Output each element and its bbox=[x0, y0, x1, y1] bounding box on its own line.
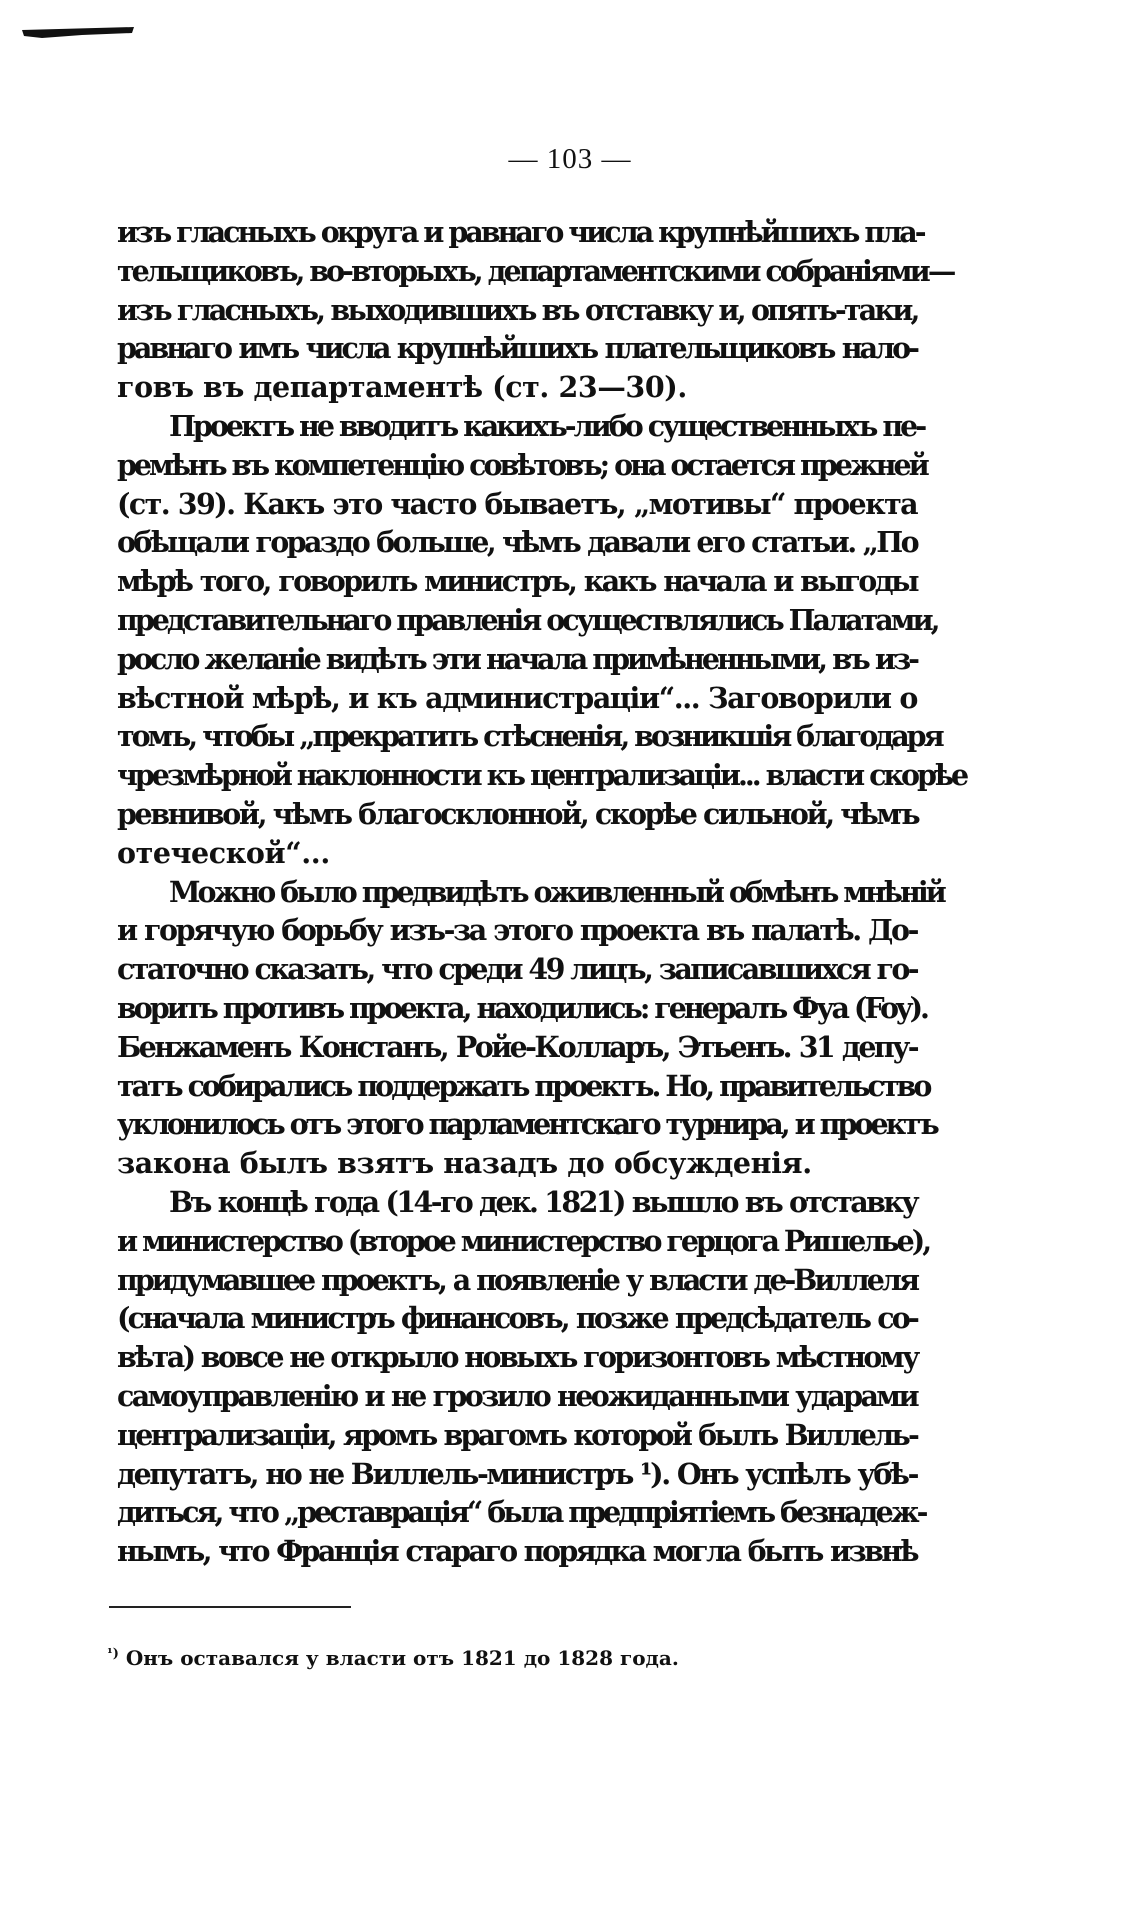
text-line: уклонилось отъ этого парламентскаго турнира, и проектъ bbox=[117, 1107, 937, 1142]
paragraph-start-line: Проектъ не вводитъ какихъ-либо существенныхъ пе- bbox=[169, 408, 925, 443]
scan-artifact-mark bbox=[22, 26, 134, 40]
text-line: статочно сказать, что среди 49 лицъ, записавшихся го- bbox=[117, 952, 917, 987]
text-line: нымъ, что Франція стараго порядка могла быть извнѣ bbox=[117, 1534, 917, 1569]
text-line: (сначала министръ финансовъ, позже предсѣдатель со- bbox=[117, 1301, 917, 1336]
text-line: Бенжаменъ Констанъ, Ройе-Колларъ, Этьенъ. 31 депу- bbox=[117, 1029, 917, 1064]
text-line: закона былъ взятъ назадъ до обсужденія. bbox=[117, 1146, 812, 1181]
text-line: изъ гласныхъ округа и равнаго числа крупнѣйшихъ пла- bbox=[117, 215, 924, 249]
text-line: равнаго имъ числа крупнѣйшихъ плательщиковъ нало- bbox=[117, 331, 917, 366]
paragraph-start-line: Въ концѣ года (14-го дек. 1821) вышло въ отставку bbox=[169, 1184, 917, 1219]
text-line: тельщиковъ, во-вторыхъ, департаментскими собраніями— bbox=[117, 253, 954, 288]
text-line: росло желаніе видѣть эти начала примѣненными, въ из- bbox=[117, 641, 917, 676]
text-line: томъ, чтобы „прекратить стѣсненія, возникшія благодаря bbox=[117, 719, 942, 754]
text-line: и министерство (второе министерство герцога Ришелье), bbox=[117, 1223, 930, 1258]
text-line: централизаціи, яромъ врагомъ которой былъ Виллель- bbox=[117, 1417, 917, 1452]
text-line: придумавшее проектъ, а появленіе у власти де-Виллеля bbox=[117, 1262, 917, 1297]
footnote bbox=[107, 1646, 679, 1670]
body-text bbox=[117, 213, 967, 1571]
text-line: говъ въ департаментѣ (ст. 23—30). bbox=[117, 370, 687, 405]
text-line: обѣщали гораздо больше, чѣмъ давали его статьи. „По bbox=[117, 525, 917, 560]
footnote-divider bbox=[109, 1606, 351, 1608]
text-line: самоуправленію и не грозило неожиданными ударами bbox=[117, 1378, 917, 1413]
text-line: (ст. 39). Какъ это часто бываетъ, „мотивы“ проекта bbox=[117, 486, 917, 521]
text-line: ремѣнъ въ компетенцію совѣтовъ; она остается прежней bbox=[117, 447, 927, 482]
text-line: представительнаго правленія осуществлялись Палатами, bbox=[117, 602, 938, 637]
text-line: чрезмѣрной наклонности къ централизаціи... власти скорѣе bbox=[117, 758, 967, 793]
page-number: — 103 — bbox=[508, 143, 632, 175]
text-line: изъ гласныхъ, выходившихъ въ отставку и, опять-таки, bbox=[117, 292, 918, 327]
text-line: ревнивой, чѣмъ благосклонной, скорѣе сильной, чѣмъ bbox=[117, 796, 919, 831]
text-line: отеческой“... bbox=[117, 835, 330, 870]
text-line: мѣрѣ того, говорилъ министръ, какъ начала и выгоды bbox=[117, 564, 917, 599]
paragraph-start-line: Можно было предвидѣть оживленный обмѣнъ мнѣній bbox=[169, 874, 944, 909]
text-line: вѣстной мѣрѣ, и къ администраціи“... Заговорили о bbox=[117, 680, 917, 715]
text-line: депутатъ, но не Виллель-министръ ¹). Онъ успѣлъ убѣ- bbox=[117, 1456, 917, 1491]
footnote-marker: ¹) bbox=[107, 1646, 119, 1662]
text-line: ворить противъ проекта, находились: генералъ Фуа (Foy). bbox=[117, 990, 927, 1025]
footnote-text: Онъ оставался у власти отъ 1821 до 1828 года. bbox=[125, 1646, 679, 1670]
text-line: татъ собирались поддержать проектъ. Но, правительство bbox=[117, 1068, 930, 1103]
text-line: и горячую борьбу изъ-за этого проекта въ палатѣ. До- bbox=[117, 913, 917, 948]
text-line: вѣта) вовсе не открыло новыхъ горизонтовъ мѣстному bbox=[117, 1340, 918, 1375]
text-line: диться, что „реставрація“ была предпріятіемъ безнадеж- bbox=[117, 1495, 926, 1530]
